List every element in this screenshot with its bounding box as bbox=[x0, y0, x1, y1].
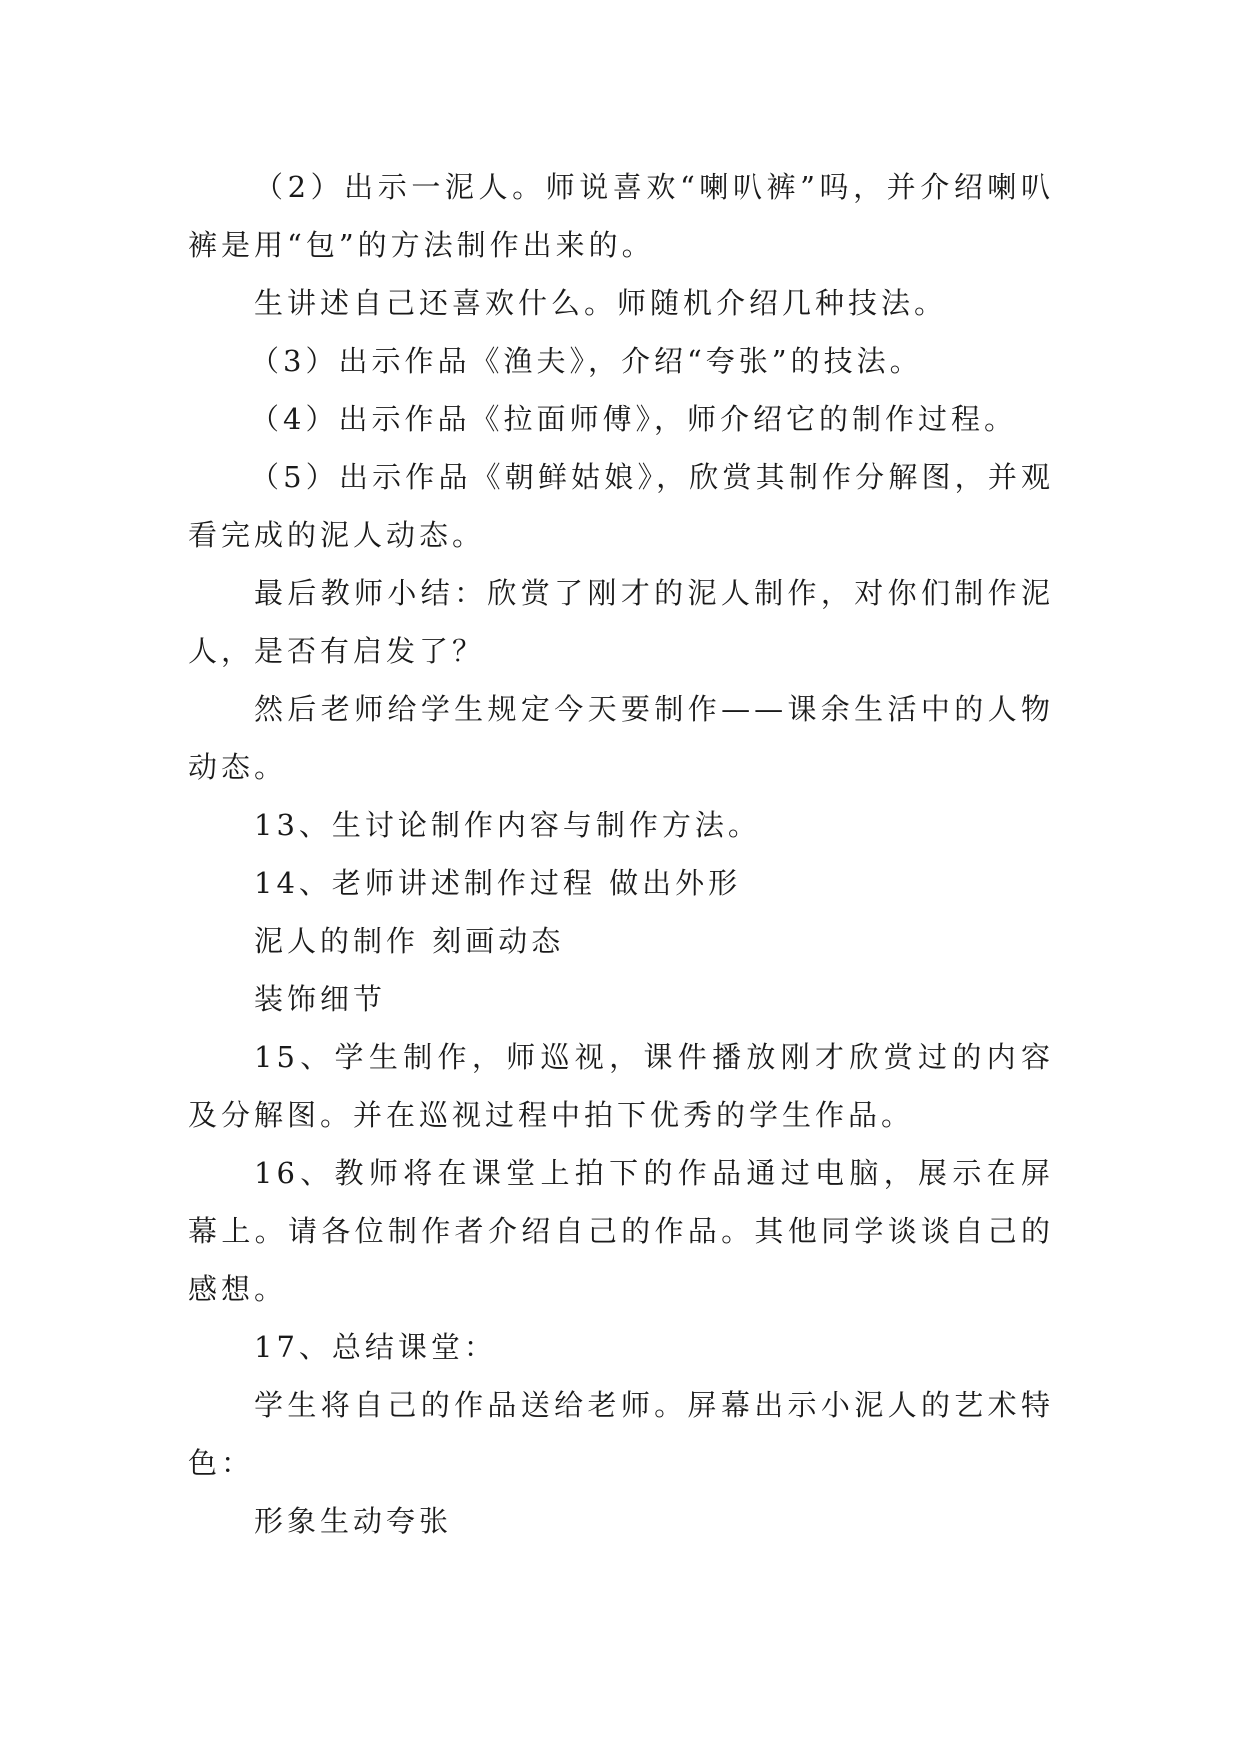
paragraph-5: （5）出示作品《朝鲜姑娘》，欣赏其制作分解图，并观看完成的泥人动态。 bbox=[188, 460, 1054, 552]
paragraph-8: 13、生讨论制作内容与制作方法。 bbox=[254, 808, 761, 842]
paragraph-1: （2）出示一泥人。师说喜欢“喇叭裤”吗，并介绍喇叭裤是用“包”的方法制作出来的。 bbox=[188, 170, 1054, 262]
paragraph-12: 15、学生制作，师巡视，课件播放刚才欣赏过的内容及分解图。并在巡视过程中拍下优秀的学生作品。 bbox=[188, 1040, 1054, 1132]
paragraph-13: 16、教师将在课堂上拍下的作品通过电脑，展示在屏幕上。请各位制作者介绍自己的作品。其他同学谈谈自己的感想。 bbox=[188, 1156, 1054, 1306]
paragraph-16: 形象生动夸张 bbox=[254, 1504, 453, 1538]
paragraph-9: 14、老师讲述制作过程 做出外形 bbox=[254, 866, 742, 900]
paragraph-2: 生讲述自己还喜欢什么。师随机介绍几种技法。 bbox=[254, 286, 948, 320]
document-body bbox=[188, 158, 1054, 1550]
paragraph-4: （4）出示作品《拉面师傅》，师介绍它的制作过程。 bbox=[250, 402, 1017, 436]
paragraph-6: 最后教师小结：欣赏了刚才的泥人制作，对你们制作泥人，是否有启发了？ bbox=[188, 576, 1054, 668]
paragraph-14: 17、总结课堂： bbox=[254, 1330, 497, 1364]
paragraph-10: 泥人的制作 刻画动态 bbox=[254, 924, 565, 958]
paragraph-15: 学生将自己的作品送给老师。屏幕出示小泥人的艺术特色： bbox=[188, 1388, 1054, 1480]
paragraph-3: （3）出示作品《渔夫》，介绍“夸张”的技法。 bbox=[250, 344, 923, 378]
paragraph-7: 然后老师给学生规定今天要制作——课余生活中的人物动态。 bbox=[188, 692, 1054, 784]
paragraph-11: 装饰细节 bbox=[254, 982, 387, 1016]
